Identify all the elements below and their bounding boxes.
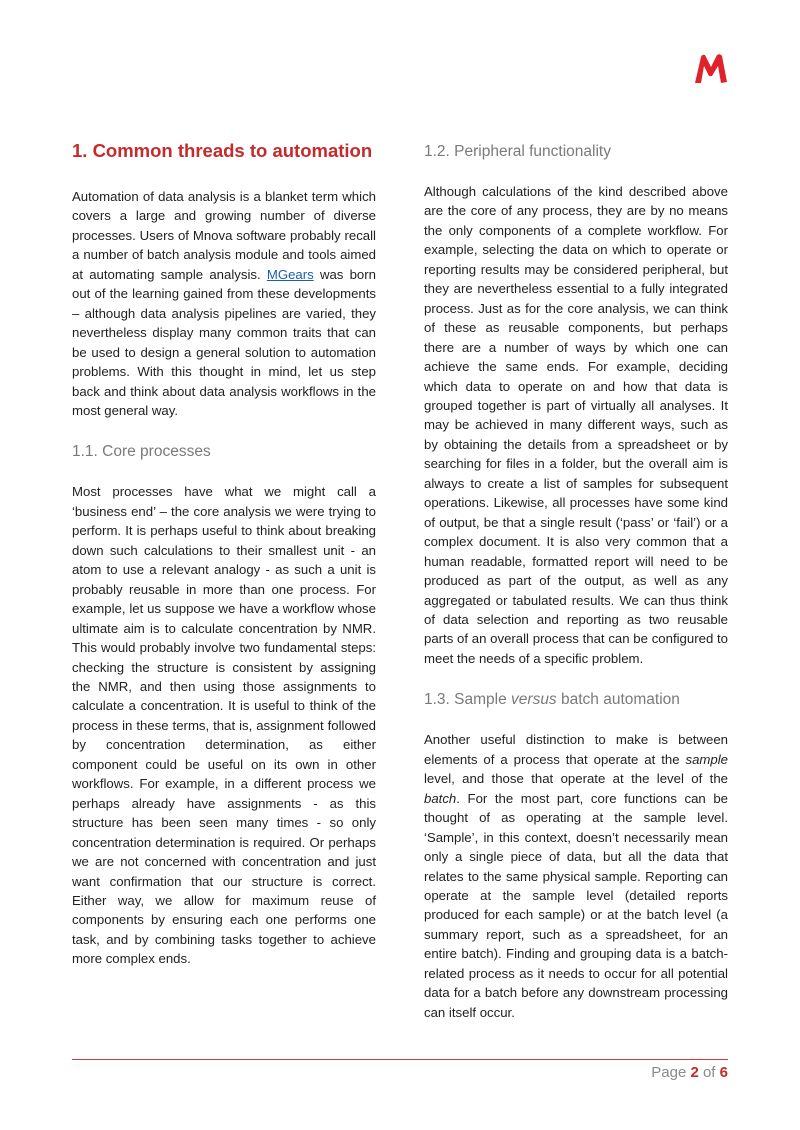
section-1-1-paragraph: Most processes have what we might call a ‘business end’ – the core analysis we were trying to perform. It is perhaps useful to think about breaking down such calculations to their smallest unit - an atom to use a relevant analogy - as such a unit is probably reusable in more than one process. For example, let us suppose we have a workflow whose ultimate aim is to calculate concentration by NMR. This would probably involve two fundamental steps: checking the structure is consistent by assigning the NMR, and then using those assignments to calculate a concentration. It is useful to think of the process in these terms, that is, assignment followed by concentration determination, as either component could be useful on its own in other workflows. For example, in a different process we perhaps already have assignments - as this structure has been seen many times - so only concentration determination is required. Or perhaps we are not concerned with concentration and just want confirmation that our structure is correct. Either way, we allow for maximum reuse of components by ensuring each one performs one task, and by combining tasks together to achieve more complex ends.	[72, 484, 376, 967]
section-1-paragraph	[72, 187, 376, 420]
section-1-3-emphasis-batch: batch	[424, 790, 457, 806]
section-1-3-text-2: level, and those that operate at the level of the	[424, 771, 728, 787]
page-label: Page	[651, 1064, 691, 1081]
section-1-3-text-3: . For the most part, core functions can be thought of as operating at the sample level. ‘Sample’, in this context, doesn’t necessarily mean only a single piece of data, but all the data that relates to the same physical sample. Reporting can operate at the sample level (detailed reports produced for each sample) or at the batch level (a summary report, such as a spreadsheet, for an entire batch). Finding and grouping data is a batch-related process as it needs to occur for all potential data for a batch before any downstream processing can itself occur.	[424, 790, 728, 1020]
section-1-3-title-suffix: batch automation	[556, 691, 680, 709]
page-of: of	[698, 1064, 720, 1081]
page-current: 2	[690, 1064, 699, 1081]
section-1-3-title-italic: versus	[511, 691, 557, 709]
m-logo-icon	[694, 52, 728, 86]
section-1-3-text-1: Another useful distinction to make is between elements of a process that operate at the	[424, 732, 728, 767]
section-1-3-emphasis-sample: sample	[685, 751, 728, 767]
section-1-3-title-prefix: 1.3. Sample	[424, 691, 512, 709]
mgears-link[interactable]: MGears	[266, 266, 314, 282]
section-1-text-after-link: was born out of the learning gained from these developments – although data analysis pipelines are varied, they nevertheless display many common traits that can be used to design a general solution to automation problems. With this thought in mind, let us step back and think about data analysis workflows in the most general way.	[72, 266, 376, 418]
left-column	[72, 138, 376, 969]
section-1-1-heading: 1.1. Core processes	[72, 443, 211, 461]
footer-divider	[72, 1059, 728, 1060]
section-1-3-paragraph	[424, 730, 728, 1022]
section-1-2-paragraph: Although calculations of the kind described above are the core of any process, they are by no means the only components of a complete workflow. For example, selecting the data on which to operate or reporting results may be considered peripheral, but they are nevertheless essential to a fully integrated process. Just as for the core analysis, we can think of these as reusable components, but perhaps there are a number of ways by which one can achieve the same ends. For example, deciding which data to operate on and how that data is grouped together is part of virtually all analyses. It may be achieved in many different ways, such as by obtaining the details from a spreadsheet or by searching for files in a folder, but the overall aim is always to create a list of samples for subsequent operations. Likewise, all processes have some kind of output, be that a single result (‘pass’ or ‘fail’) or a complex document. It is also very common that a human readable, formatted report will need to be produced as part of the output, as well as any aggregated or tabulated results. We can thus think of data selection and reporting as two reusable parts of an overall process that can be configured to meet the needs of a specific problem.	[424, 184, 728, 666]
section-1-heading: 1. Common threads to automation	[72, 140, 373, 161]
page-number	[651, 1064, 728, 1081]
page-total: 6	[719, 1064, 728, 1081]
right-column	[424, 138, 728, 1022]
section-1-2-heading: 1.2. Peripheral functionality	[424, 143, 611, 160]
section-1-3-heading	[424, 688, 728, 712]
section-1-text-before-link: Automation of data analysis is a blanket term which covers a large and growing number of diverse processes. Users of Mnova software probably recall a number of batch analysis module and tools aimed at automating sample analysis.	[72, 189, 376, 282]
